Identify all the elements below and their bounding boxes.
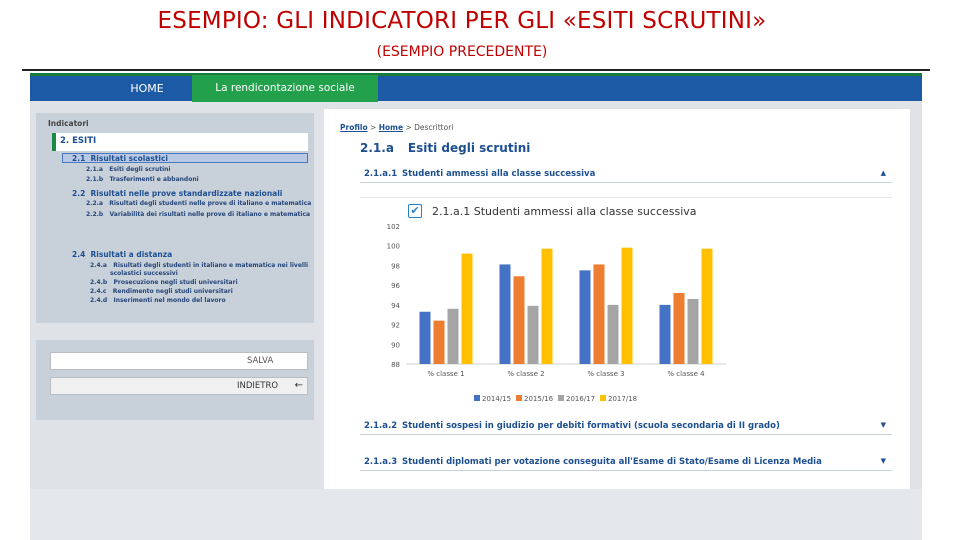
y-tick-label: 100 <box>386 242 400 251</box>
x-tick-label: % classe 1 <box>427 370 465 378</box>
slide-title: ESEMPIO: GLI INDICATORI PER GLI «ESITI SCRUTINI» <box>157 8 767 34</box>
x-tick-label: % classe 3 <box>587 370 625 378</box>
arrow-left-icon: ← <box>294 380 303 391</box>
sidebar-item-2-2-b[interactable]: 2.2.b Variabilità dei risultati nelle prove di italiano e matematica <box>86 211 311 218</box>
slide-subtitle: (ESEMPIO PRECEDENTE) <box>376 44 548 60</box>
page-title: 2.1.a Esiti degli scrutini <box>360 141 531 155</box>
sidebar-item-2-4-b[interactable]: 2.4.b Prosecuzione negli studi universitari <box>90 279 238 286</box>
page-footer-area <box>30 489 922 540</box>
legend-swatch <box>558 395 564 401</box>
y-tick-label: 96 <box>391 282 400 291</box>
legend-label: 2014/15 <box>482 395 512 403</box>
bar <box>434 321 445 364</box>
sidebar-item-2-1-a[interactable]: 2.1.a Esiti degli scrutini <box>86 166 171 173</box>
sidebar-item-2-4[interactable]: 2.4 Risultati a distanza <box>72 250 173 259</box>
y-tick-label: 90 <box>391 341 400 350</box>
sidebar-item-2-1-b[interactable]: 2.1.b Trasferimenti e abbandoni <box>86 176 199 183</box>
actions-panel <box>36 340 314 420</box>
bar <box>594 264 605 364</box>
main-content <box>324 109 910 489</box>
legend-swatch <box>474 395 480 401</box>
chart-card <box>360 197 892 413</box>
bar <box>514 276 525 364</box>
nav-tab-rendicontazione[interactable]: La rendicontazione sociale <box>192 75 378 102</box>
y-tick-label: 88 <box>391 361 400 369</box>
indicators-sidebar <box>36 113 314 323</box>
legend-label: 2015/16 <box>524 395 554 403</box>
sidebar-item-2-1[interactable]: 2.1 Risultati scolastici <box>72 154 168 163</box>
legend-swatch <box>516 395 522 401</box>
bar <box>448 309 459 364</box>
sidebar-section-label: 2. ESITI <box>60 136 97 146</box>
chevron-down-icon[interactable]: ▼ <box>880 457 886 465</box>
breadcrumb: Profilo > Home > Descrittori <box>340 123 454 132</box>
bar <box>622 248 633 364</box>
sidebar-header: Indicatori <box>48 119 89 128</box>
breadcrumb-home[interactable]: Home <box>378 123 404 132</box>
bar-chart <box>360 198 892 414</box>
bar <box>420 312 431 364</box>
sidebar-item-2-2[interactable]: 2.2 Risultati nelle prove standardizzate nazionali <box>72 189 283 198</box>
bar <box>528 306 539 364</box>
section-2-1-a-3[interactable]: 2.1.a.3 Studenti diplomati per votazione conseguita all'Esame di Stato/Esame di Licenza Media ▼ <box>360 453 892 471</box>
legend-swatch <box>600 395 606 401</box>
bar <box>660 305 671 364</box>
bar <box>580 270 591 364</box>
chevron-down-icon[interactable]: ▼ <box>880 421 886 429</box>
bar <box>542 249 553 364</box>
bar <box>702 249 713 364</box>
top-navbar <box>30 73 922 101</box>
legend-label: 2016/17 <box>566 395 596 403</box>
nav-home-link[interactable]: HOME <box>130 82 164 95</box>
back-button[interactable] <box>50 377 308 395</box>
sidebar-item-2-4-d[interactable]: 2.4.d Inserimenti nel mondo del lavoro <box>90 297 226 304</box>
bar <box>674 293 685 364</box>
section-2-1-a-2[interactable]: 2.1.a.2 Studenti sospesi in giudizio per debiti formativi (scuola secondaria di II grado) ▼ <box>360 417 892 435</box>
bar <box>688 299 699 364</box>
y-tick-label: 102 <box>386 223 400 231</box>
sidebar-section-esiti[interactable] <box>52 133 308 151</box>
x-tick-label: % classe 4 <box>667 370 705 378</box>
y-tick-label: 98 <box>391 262 400 271</box>
checkbox-icon[interactable]: ✔ <box>408 204 422 218</box>
back-button-label: INDIETRO <box>237 381 279 391</box>
legend-label: 2017/18 <box>608 395 638 403</box>
y-tick-label: 92 <box>391 321 400 330</box>
sidebar-item-2-4-a-cont: scolastici successivi <box>110 270 178 277</box>
y-tick-label: 94 <box>391 301 400 310</box>
chart-title: 2.1.a.1 Studenti ammessi alla classe successiva <box>432 205 697 218</box>
bar <box>500 264 511 364</box>
chevron-up-icon[interactable]: ▲ <box>880 169 886 177</box>
sidebar-item-2-4-a[interactable]: 2.4.a Risultati degli studenti in italiano e matematica nei livelli <box>90 262 309 269</box>
bar <box>608 305 619 364</box>
divider <box>22 69 930 71</box>
save-button[interactable]: SALVA <box>50 352 308 370</box>
sidebar-item-2-4-c[interactable]: 2.4.c Rendimento negli studi universitari <box>90 288 233 295</box>
breadcrumb-descrittori: Descrittori <box>414 123 454 132</box>
sidebar-item-2-2-a[interactable]: 2.2.a Risultati degli studenti nelle prove di italiano e matematica <box>86 200 312 207</box>
x-tick-label: % classe 2 <box>507 370 545 378</box>
breadcrumb-profilo[interactable]: Profilo <box>340 123 368 132</box>
app-screenshot <box>30 73 922 540</box>
section-2-1-a-1[interactable]: 2.1.a.1 Studenti ammessi alla classe successiva ▲ <box>360 165 892 183</box>
bar <box>462 254 473 364</box>
